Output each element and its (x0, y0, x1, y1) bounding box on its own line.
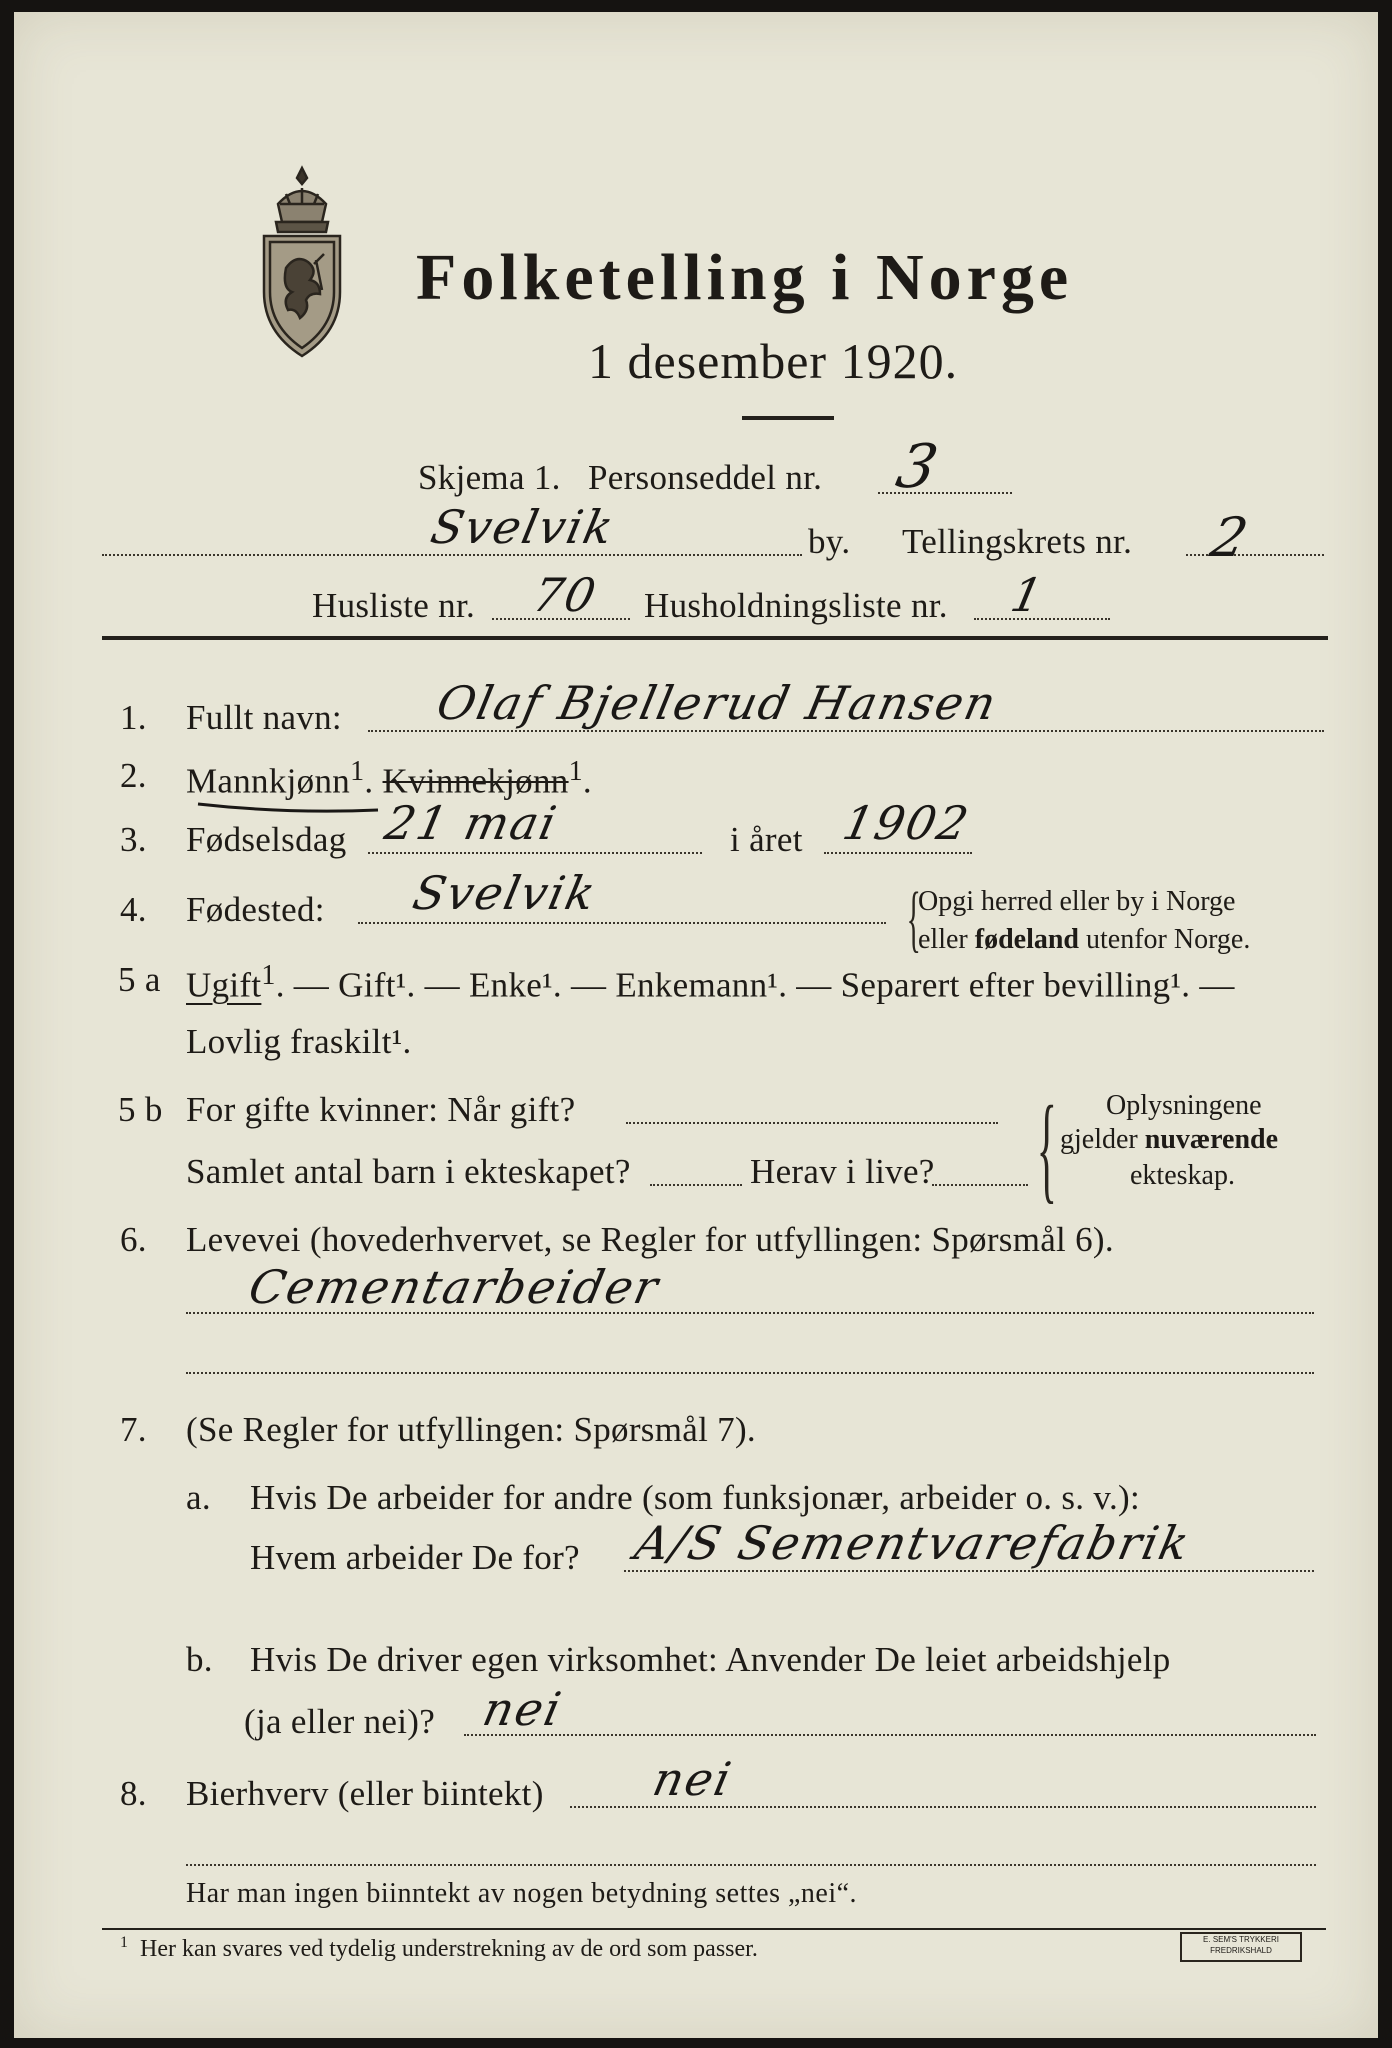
q5b-note-2a: gjelder (1060, 1124, 1145, 1155)
footer-note: Har man ingen biinntekt av nogen betydning settes „nei“. (186, 1878, 858, 1909)
q7-a-line (624, 1570, 1314, 1572)
tellingskrets-label: Tellingskrets nr. (902, 522, 1133, 561)
q5b-line-2b: Herav i live? (750, 1152, 935, 1191)
q3-number: 3. (120, 820, 147, 859)
q1-number: 1. (120, 698, 147, 737)
q5a-rest[interactable]: . — Gift¹. — Enke¹. — Enkemann¹. — Separert efter bevilling¹. — (275, 965, 1235, 1005)
q5b-line-2a: Samlet antal barn i ekteskapet? (186, 1152, 631, 1191)
q2-female-sup: 1 (568, 756, 583, 787)
q4-note-2 (918, 924, 1250, 956)
q4-number: 4. (120, 890, 147, 929)
q8-line-2 (186, 1864, 1316, 1866)
q7-a-letter: a. (186, 1478, 211, 1517)
husholdning-label: Husholdningsliste nr. (644, 586, 948, 625)
q2-male[interactable]: Mannkjønn (186, 761, 351, 801)
q5b-note-3: ekteskap. (1130, 1160, 1235, 1191)
personseddel-value[interactable]: 3 (890, 432, 946, 502)
q8-line (570, 1806, 1316, 1808)
husliste-label: Husliste nr. (312, 586, 476, 625)
q4-value[interactable]: Svelvik (408, 866, 602, 920)
q7-a-value[interactable]: A/S Sementvarefabrik (630, 1516, 1196, 1570)
q3-year-value[interactable]: 1902 (838, 796, 975, 850)
q7-a-line-2: Hvem arbeider De for? (250, 1538, 580, 1577)
personseddel-label: Personseddel nr. (588, 458, 823, 497)
q7-b-letter: b. (186, 1640, 213, 1679)
q3-year-line (824, 852, 972, 854)
footnote-text: Her kan svares ved tydelig understrekning av de ord som passer. (140, 1936, 758, 1962)
q2-number: 2. (120, 756, 147, 795)
q8-value[interactable]: nei (648, 1752, 738, 1806)
q5b-live-line (932, 1184, 1028, 1186)
title-rule (742, 416, 834, 420)
q2-female[interactable]: Kvinnekjønn (382, 761, 569, 801)
coat-of-arms-icon (250, 164, 354, 364)
q7-number: 7. (120, 1410, 147, 1449)
header-divider (102, 636, 1328, 640)
q7-b-line-1: Hvis De driver egen virksomhet: Anvender De leiet arbeidshjelp (250, 1640, 1171, 1679)
q7-label: (Se Regler for utfyllingen: Spørsmål 7). (186, 1410, 756, 1449)
q6-value[interactable]: Cementarbeider (244, 1260, 665, 1314)
q2-underline-mark (194, 796, 384, 816)
q5b-number: 5 b (118, 1090, 163, 1129)
footnote (120, 1934, 758, 1963)
tellingskrets-line (1186, 554, 1324, 556)
q1-label: Fullt navn: (186, 698, 342, 737)
printer-mark (1180, 1932, 1302, 1962)
q4-note-2b: fødeland (974, 924, 1079, 955)
q8-number: 8. (120, 1774, 147, 1813)
tellingskrets-value[interactable]: 2 (1205, 506, 1256, 569)
q5b-line-1: For gifte kvinner: Når gift? (186, 1090, 576, 1129)
q2-male-end: . (364, 761, 383, 801)
q5b-naar-gift-line (626, 1122, 998, 1124)
q5b-brace: { (1036, 1081, 1057, 1214)
q5b-note-2 (1060, 1124, 1278, 1156)
q1-value[interactable]: Olaf Bjellerud Hansen (432, 676, 1003, 730)
q6-line-1 (186, 1312, 1314, 1314)
q1-line (368, 730, 1324, 732)
q7-b-line-2: (ja eller nei)? (244, 1702, 436, 1741)
skjema-label: Skjema 1. (418, 458, 561, 497)
city-value[interactable]: Svelvik (426, 500, 620, 554)
q2-options[interactable] (186, 756, 592, 802)
q3-line (368, 852, 702, 854)
q5a-ugift[interactable]: Ugift (186, 965, 262, 1005)
q5a-number: 5 a (118, 960, 161, 999)
footer-rule (102, 1928, 1326, 1930)
printer-line-1: E. SEM'S TRYKKERI (1203, 1935, 1279, 1944)
q5b-barn-line (650, 1184, 742, 1186)
q4-label: Fødested: (186, 890, 325, 929)
q4-note-2c: utenfor Norge. (1079, 924, 1251, 955)
q6-label: Levevei (hovederhvervet, se Regler for utfyllingen: Spørsmål 6). (186, 1220, 1114, 1259)
form-date: 1 desember 1920. (588, 333, 959, 389)
husholdning-line (974, 618, 1110, 620)
q3-year-label: i året (730, 820, 803, 859)
q7-a-line-1: Hvis De arbeider for andre (som funksjonær, arbeider o. s. v.): (250, 1478, 1140, 1517)
q4-brace: { (906, 878, 921, 960)
by-label: by. (808, 522, 851, 561)
q5b-note-2b: nuværende (1144, 1124, 1279, 1155)
q7-b-value[interactable]: nei (478, 1682, 568, 1736)
q2-female-end: . (582, 761, 592, 801)
q3-label: Fødselsdag (186, 820, 347, 859)
city-line (102, 554, 802, 556)
q7-b-line (464, 1734, 1316, 1736)
form-title: Folketelling i Norge (416, 241, 1074, 314)
q6-number: 6. (120, 1220, 147, 1259)
husholdning-value[interactable]: 1 (1006, 568, 1050, 622)
q3-value[interactable]: 21 mai (380, 796, 563, 850)
q5a-options[interactable] (186, 960, 1235, 1006)
q5a-ugift-sup: 1 (261, 960, 276, 991)
husliste-value[interactable]: 70 (528, 568, 603, 622)
footnote-number: 1 (120, 1934, 128, 1951)
printer-line-2: FREDRIKSHALD (1210, 1946, 1272, 1955)
q5b-note-1: Oplysningene (1106, 1090, 1262, 1121)
q4-note-1: Opgi herred eller by i Norge (918, 886, 1236, 917)
q2-male-sup: 1 (350, 756, 365, 787)
census-form (14, 12, 1378, 2038)
q5a-line-2[interactable]: Lovlig fraskilt¹. (186, 1022, 412, 1061)
q8-label: Bierhverv (eller biintekt) (186, 1774, 544, 1813)
q4-line (358, 922, 886, 924)
q6-line-2 (186, 1372, 1314, 1374)
q4-note-2a: eller (918, 924, 975, 955)
